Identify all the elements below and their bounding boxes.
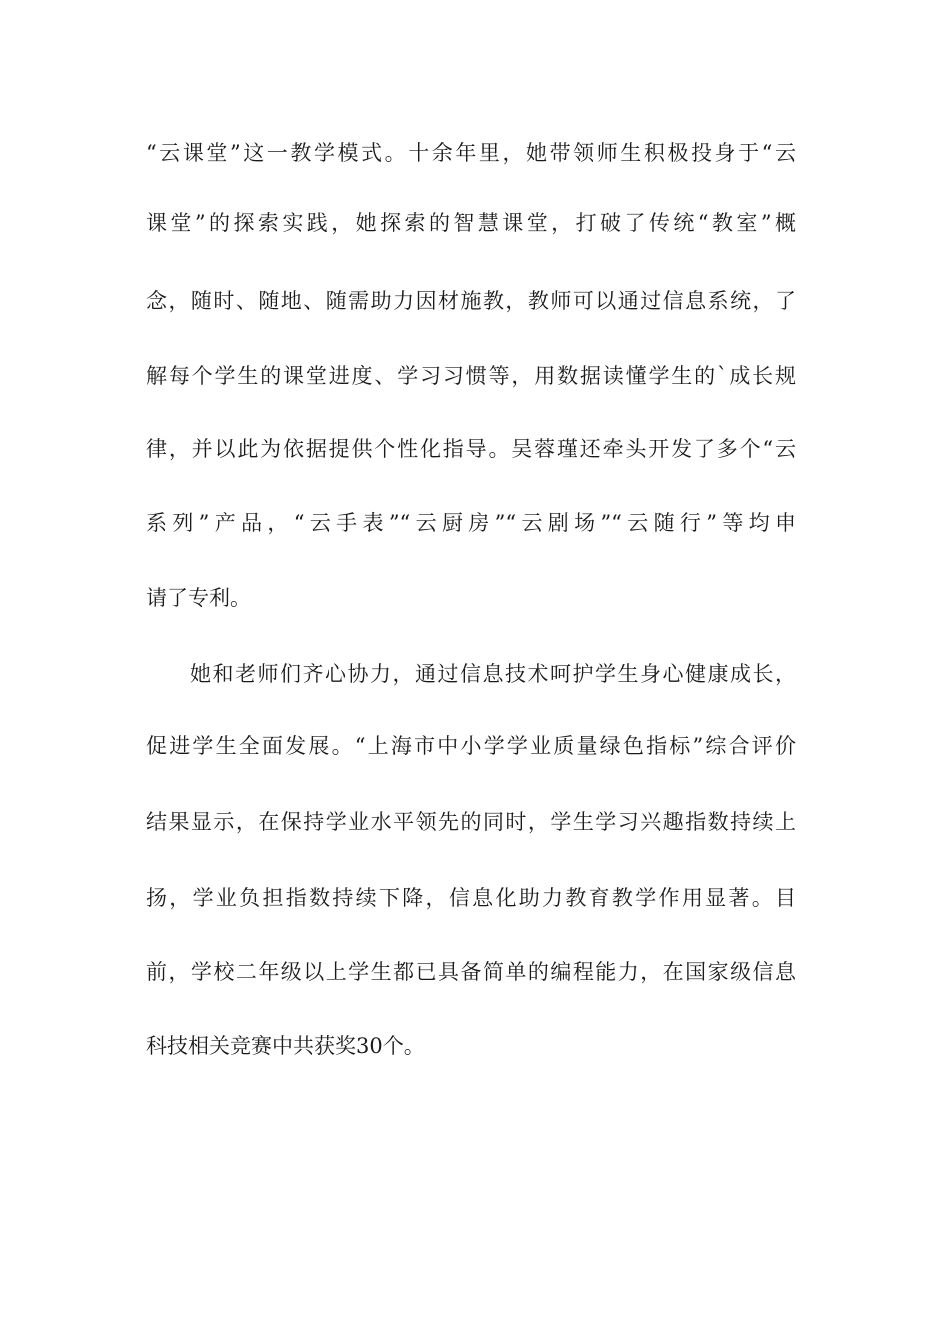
paragraph-2-line-5: 前，学校二年级以上学生都已具备简单的编程能力，在国家级信息 <box>146 960 796 984</box>
paragraph-2-line-6: 科技相关竞赛中共获奖30个。 <box>146 1034 425 1058</box>
paragraph-1-line-1: “云课堂”这一教学模式。十余年里，她带领师生积极投身于“云 <box>146 141 796 165</box>
paragraph-1-line-7: 请了专利。 <box>146 586 251 610</box>
paragraph-2-line-4: 扬，学业负担指数持续下降，信息化助力教育教学作用显著。目 <box>146 886 796 910</box>
paragraph-1-line-4: 解每个学生的课堂进度、学习习惯等，用数据读懂学生的`成长规 <box>146 364 796 388</box>
paragraph-1-line-3: 念，随时、随地、随需助力因材施教，教师可以通过信息系统，了 <box>146 289 796 313</box>
paragraph-2-line-1: 她和老师们齐心协力，通过信息技术呵护学生身心健康成长， <box>190 662 796 686</box>
paragraph-1-line-6: 系列”产品，“云手表”“云厨房”“云剧场”“云随行”等均申 <box>146 511 796 535</box>
paragraph-2-line-3: 结果显示，在保持学业水平领先的同时，学生学习兴趣指数持续上 <box>146 810 796 834</box>
paragraph-2-line-2: 促进学生全面发展。“上海市中小学学业质量绿色指标”综合评价 <box>146 734 796 758</box>
paragraph-1-line-5: 律，并以此为依据提供个性化指导。吴蓉瑾还牵头开发了多个“云 <box>146 437 796 461</box>
paragraph-1-line-2: 课堂”的探索实践，她探索的智慧课堂，打破了传统“教室”概 <box>146 211 796 235</box>
